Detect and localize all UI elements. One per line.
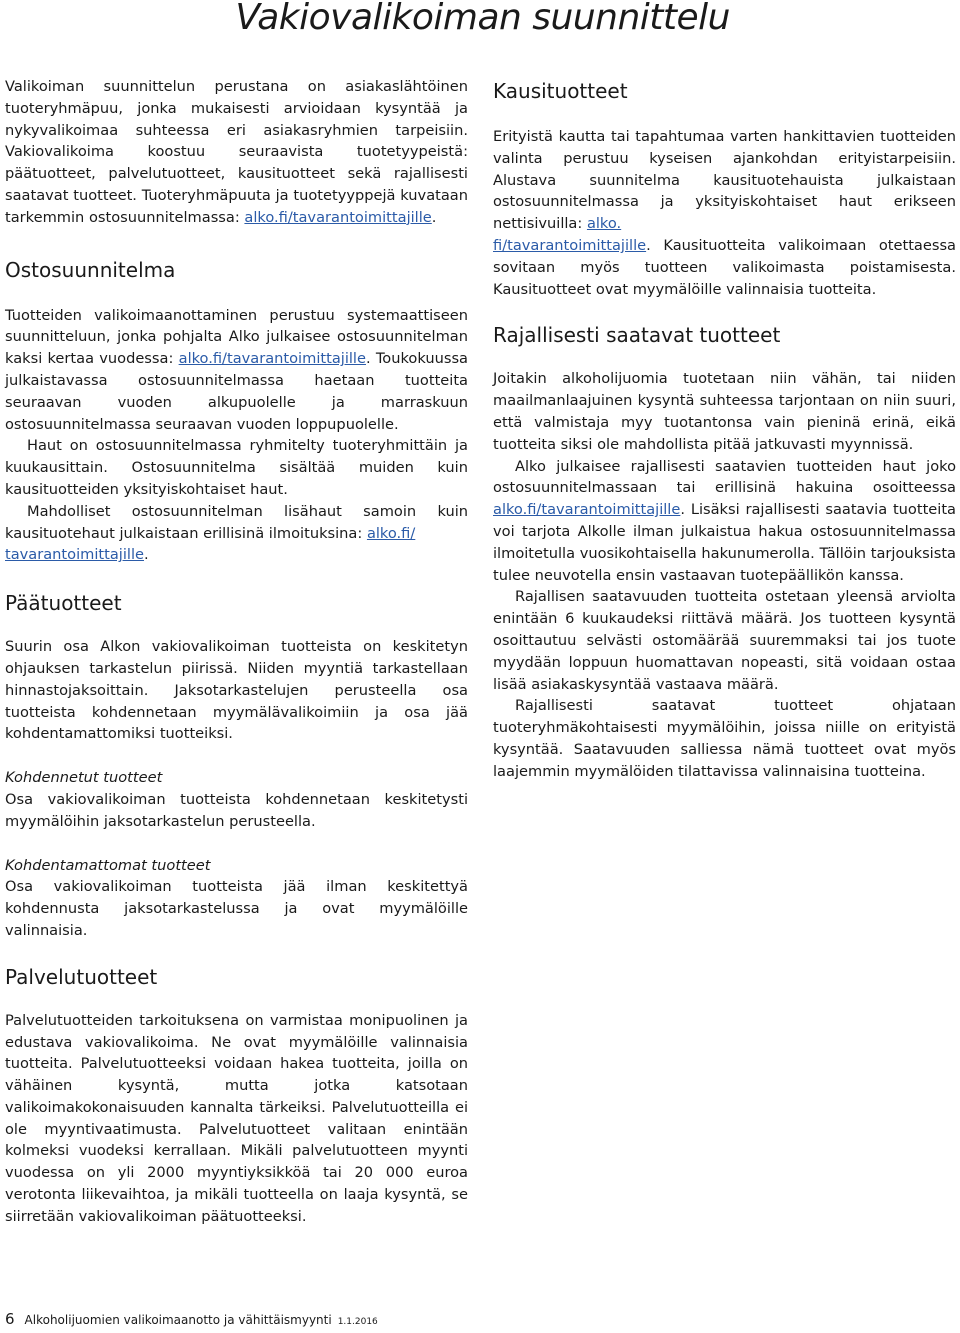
intro-paragraph: Valikoiman suunnittelun perustana on asiakaslähtöinen tuoteryhmäpuu, jonka mukaisesti arvioidaan kysyntää ja nykyvalikoimaa suhteessa eri asiakasryhmien tarpeisiin. Vakiovalikoima koostuu seuraavista tuotetyypeistä: päätuotteet, palvelutuotteet, kausituotteet sekä rajallisesti saatavat tuotteet. Tuoteryhmäpuuta ja tuotetyyppejä kuvataan tarkemmin ostosuunnitelmassa: alko.fi/tavarantoimittajille.: [5, 78, 468, 226]
right-column: [493, 78, 956, 783]
page-number: 6: [5, 1310, 15, 1328]
publication-title: Alkoholijuomien valikoimaanotto ja vähittäismyynti: [24, 1313, 332, 1327]
supplier-link[interactable]: alko.fi/ tavarantoimittajille: [5, 524, 416, 564]
kausi-text-b: . Kausituotteita valikoimaan otettaessa sovitaan myös tuotteen valikoimasta poistamisesta. Kausituotteet ovat myymälöille valinnaisia tuotteita.: [493, 236, 956, 298]
section-heading-palvelutuotteet: Palvelutuotteet: [5, 964, 158, 989]
supplier-link[interactable]: alko.fi/tavarantoimittajille: [178, 350, 366, 368]
supplier-link[interactable]: alko.fi/tavarantoimittajille: [493, 501, 681, 519]
section-heading-ostosuunnitelma: Ostosuunnitelma: [5, 257, 176, 282]
subheading-kohdentamattomat: Kohdentamattomat tuotteet: [5, 856, 211, 874]
ostos-paragraph-2: Haut on ostosuunnitelmassa ryhmitelty tuoteryhmittäin ja kuukausittain. Ostosuunnitelma sisältää muiden kuin kausituotteiden yksityiskohtaiset haut.: [5, 437, 468, 498]
raj-paragraph-1: Joitakin alkoholijuomia tuotetaan niin vähän, tai niiden maailmanlaajuinen kysyntä suhteessa tarjontaan on niin suuri, että valmistaja myy tuotantonsa vain pieninä erinä, eikä tuotteita siksi ole mahdollista pitää jatkuvasti myynnissä.: [493, 370, 956, 453]
raj-text-2b: . Lisäksi rajallisesti saatavia tuotteita voi tarjota Alkolle ilman julkaistua hakua ostosuunnitelmassa ilmoitetulla vuosikohtaisella hakunumerolla. Tällöin tarjouksista tulee neuvotella ensin vastaavan tuotepäällikön kanssa.: [493, 501, 956, 584]
left-column: [5, 76, 468, 1228]
palv-paragraph: Palvelutuotteiden tarkoituksena on varmistaa monipuolinen ja edustava vakiovalikoima. Ne ovat myymälöille valinnaisia tuotteita. Palvelutuotteeksi voidaan hakea tuotteita, joilla on vähäinen kysyntä, mutta jotka katsotaan valikoimakokonaisuuden kannalta tärkeiksi. Palvelutuotteilla ei ole myyntivaatimusta. Palvelutuotteet valitaan enintään kolmeksi vuodeksi kerrallaan. Mikäli palvelutuotteen myynti vuodessa on yli 2000 myyntiyksikköä tai 20 000 euroa verotonta liikevaihtoa, ja mikäli tuotteella on laaja kysyntä, se siirretään vakiovalikoiman päätuotteeksi.: [5, 1011, 468, 1225]
section-heading-kausituotteet: Kausituotteet: [493, 79, 628, 103]
kausi-paragraph: [493, 126, 956, 300]
subheading-kohdennetut: Kohdennetut tuotteet: [5, 769, 163, 787]
raj-text-2a: Alko julkaisee rajallisesti saatavien tuotteiden haut joko ostosuunnitelmassaan tai erillisinä hakuina osoitteessa: [493, 457, 956, 497]
kohd-paragraph: Osa vakiovalikoiman tuotteista kohdennetaan keskitetysti myymälöihin jaksotarkastelun perusteella.: [5, 790, 468, 830]
kausi-text-a: Erityistä kautta tai tapahtumaa varten hankittavien tuotteiden valinta perustuu kyseisen ajankohdan erityistarpeisiin. Alustava suunnitelma kausituotehauista julkaistaan ostosuunnitelmassa ja yksityiskohtaiset haut erikseen nettisivuilla:: [493, 128, 956, 233]
section-heading-paatuotteet: Päätuotteet: [5, 591, 122, 616]
raj-paragraph-2: [493, 456, 956, 587]
raj-paragraph-3: Rajallisen saatavuuden tuotteita ostetaan yleensä arviolta enintään 6 kuukaudeksi riittävä määrä. Jos tuotteen kysyntä osoittautuu selvästi ostomäärää suuremmaksi tai jos tuote myydään loppuun huomattavan nopeasti, sitä voidaan ostaa lisää asiakaskysyntää vastaava määrä.: [493, 588, 956, 693]
kohdt-paragraph: Osa vakiovalikoiman tuotteista jää ilman keskitettyä kohdennusta jaksotarkastelussa ja ovat myymälöille valinnaisia.: [5, 878, 468, 939]
supplier-link[interactable]: alko.fi/tavarantoimittajille: [244, 208, 432, 226]
ostos-text-1a: Tuotteiden valikoimaanottaminen perustuu systemaattiseen suunnitteluun, jonka pohjalta Alko julkaisee ostosuunnitelman kaksi kertaa vuodessa:: [5, 306, 468, 368]
raj-paragraph-4: Rajallisesti saatavat tuotteet ohjataan tuoteryhmäkohtaisesti myymälöihin, joissa niille on erityistä kysyntää. Saatavuuden salliessa nämä tuotteet ovat myös laajemmin myymälöiden tilattavissa valinnaisina tuotteina.: [493, 697, 956, 780]
paa-paragraph: Suurin osa Alkon vakiovalikoiman tuotteista on keskitetyn ohjauksen tarkastelun piirissä. Niiden myyntiä tarkastellaan hinnastojaksoittain. Jaksotarkastelujen perusteella osa tuotteista kohdennetaan myymälävalikoimiin ja osa jää kohdentamattomiksi tuotteiksi.: [5, 638, 468, 743]
section-heading-rajallisesti: Rajallisesti saatavat tuotteet: [493, 323, 781, 348]
supplier-link[interactable]: alko. fi/tavarantoimittajille: [493, 215, 647, 254]
publication-date: 1.1.2016: [337, 1317, 378, 1327]
ostos-text-1b: . Toukokuussa julkaistavassa ostosuunnitelmassa haetaan tuotteita seuraavan vuoden alkupuolelle ja marraskuun ostosuunnitelmassa seuraavan vuoden loppupuolelle.: [5, 350, 468, 433]
ostos-paragraph-3: Mahdolliset ostosuunnitelman lisähaut samoin kuin kausituotehaut julkaistaan erillisinä ilmoituksina: alko.fi/ tavarantoimittajille.: [5, 502, 468, 564]
ostos-text-3a: Mahdolliset ostosuunnitelman lisähaut samoin kuin kausituotehaut julkaistaan erillisinä ilmoituksina:: [5, 502, 468, 542]
ostos-paragraph-1: [5, 305, 468, 436]
page-footer: [5, 1310, 378, 1328]
intro-text: Valikoiman suunnittelun perustana on asiakaslähtöinen tuoteryhmäpuu, jonka mukaisesti arvioidaan kysyntää ja nykyvalikoimaa suhteessa eri asiakasryhmien tarpeisiin. Vakiovalikoima koostuu seuraavista tuotetyypeistä: päätuotteet, palvelutuotteet, kausituotteet sekä rajallisesti saatavat tuotteet. Tuoteryhmäpuuta ja tuotetyyppejä kuvataan tarkemmin ostosuunnitelmassa:: [5, 78, 468, 226]
page-title: Vakiovalikoiman suunnittelu: [235, 0, 730, 38]
